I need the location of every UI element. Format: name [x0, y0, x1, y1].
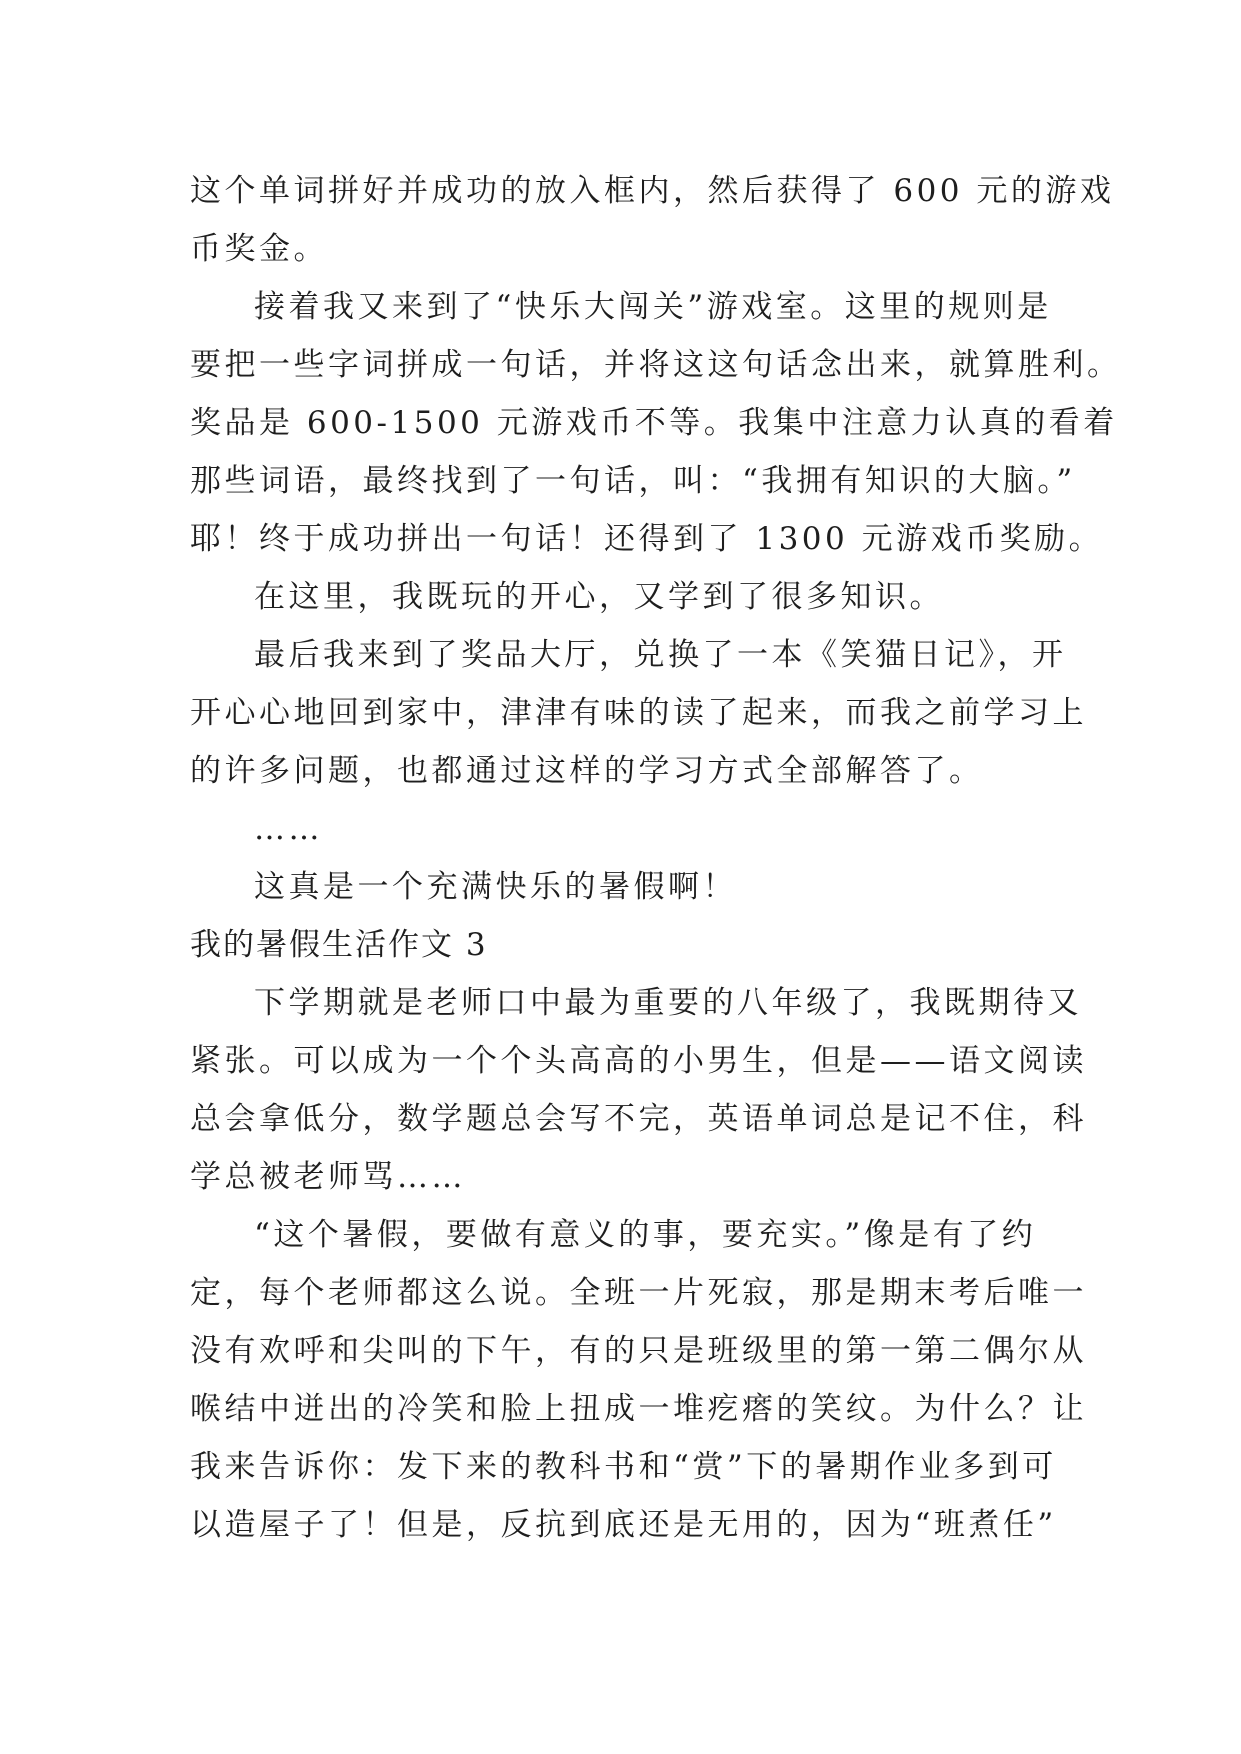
text-line: 没有欢呼和尖叫的下午，有的只是班级里的第一第二偶尔从: [190, 1333, 1087, 1369]
text-line: 学总被老师骂……: [190, 1159, 466, 1195]
paragraph-start-line: 下学期就是老师口中最为重要的八年级了，我既期待又: [254, 985, 1082, 1021]
ellipsis-line: ……: [254, 811, 323, 847]
paragraph-start-line: 接着我又来到了“快乐大闯关”游戏室。这里的规则是: [254, 289, 1052, 325]
text-line: 那些词语，最终找到了一句话，叫：“我拥有知识的大脑。”: [190, 463, 1076, 499]
text-line: 我来告诉你：发下来的教科书和“赏”下的暑期作业多到可: [190, 1449, 1057, 1485]
text-line: 喉结中迸出的冷笑和脸上扭成一堆疙瘩的笑纹。为什么？让: [190, 1391, 1087, 1427]
text-line: 紧张。可以成为一个个头高高的小男生，但是——语文阅读: [190, 1043, 1087, 1079]
paragraph-start-line: “这个暑假，要做有意义的事，要充实。”像是有了约: [254, 1217, 1037, 1253]
paragraph-start-line: 最后我来到了奖品大厅，兑换了一本《笑猫日记》，开: [254, 637, 1067, 673]
section-heading: 我的暑假生活作文 3: [190, 927, 488, 963]
text-line: 定，每个老师都这么说。全班一片死寂，那是期末考后唯一: [190, 1275, 1087, 1311]
text-line: 这个单词拼好并成功的放入框内，然后获得了 600 元的游戏: [190, 173, 1115, 209]
text-line: 开心心地回到家中，津津有味的读了起来，而我之前学习上: [190, 695, 1087, 731]
text-line: 总会拿低分，数学题总会写不完，英语单词总是记不住，科: [190, 1101, 1087, 1137]
document-body: [190, 162, 1122, 1554]
paragraph-start-line: 这真是一个充满快乐的暑假啊！: [254, 869, 737, 905]
text-line: 要把一些字词拼成一句话，并将这这句话念出来，就算胜利。: [190, 347, 1122, 383]
text-line: 的许多问题，也都通过这样的学习方式全部解答了。: [190, 753, 984, 789]
paragraph-start-line: 在这里，我既玩的开心，又学到了很多知识。: [254, 579, 944, 615]
text-line: 币奖金。: [190, 231, 328, 267]
text-line: 奖品是 600-1500 元游戏币不等。我集中注意力认真的看着: [190, 405, 1118, 441]
text-line: 耶！终于成功拼出一句话！还得到了 1300 元游戏币奖励。: [190, 521, 1104, 557]
text-line: 以造屋子了！但是，反抗到底还是无用的，因为“班煮任”: [190, 1507, 1057, 1543]
